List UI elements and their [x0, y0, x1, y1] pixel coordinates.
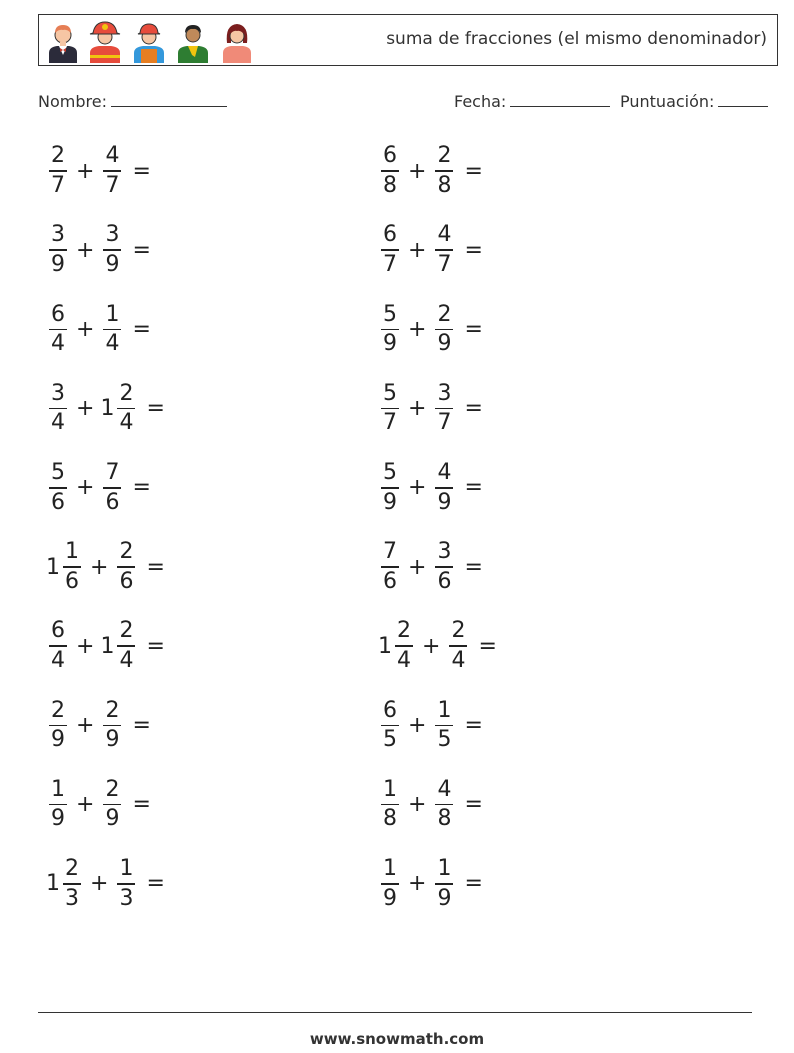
mixed-number	[46, 462, 70, 514]
fraction	[381, 858, 399, 910]
fraction-bar	[435, 725, 453, 727]
equals-sign: =	[464, 158, 483, 184]
mixed-number	[100, 620, 138, 672]
equals-sign: =	[464, 316, 483, 342]
name-label: Nombre:	[38, 92, 107, 111]
mixed-number	[46, 301, 70, 357]
problem-item	[46, 773, 151, 837]
denominator: 4	[51, 410, 65, 436]
equals-sign: =	[146, 554, 165, 580]
fraction	[103, 145, 121, 197]
denominator: 6	[437, 568, 452, 594]
waiter-icon	[45, 19, 81, 63]
date-label: Fecha:	[454, 92, 507, 111]
fraction-bar	[49, 329, 67, 331]
denominator: 9	[437, 489, 452, 515]
mixed-number	[378, 541, 402, 593]
plus-sign: +	[90, 554, 109, 580]
numerator: 6	[383, 143, 397, 169]
plus-sign: +	[76, 316, 95, 342]
problem-item	[46, 297, 151, 361]
denominator: 7	[437, 410, 452, 436]
plus-sign: +	[76, 712, 95, 738]
numerator: 4	[105, 143, 120, 169]
numerator: 5	[383, 460, 397, 486]
fraction	[381, 301, 399, 357]
fraction	[49, 462, 67, 514]
denominator: 7	[51, 172, 65, 198]
plus-sign: +	[76, 633, 95, 659]
denominator: 5	[437, 727, 452, 753]
fraction-bar	[381, 725, 399, 727]
numerator: 6	[383, 697, 397, 723]
date-blank[interactable]	[510, 92, 610, 107]
fraction-bar	[103, 249, 121, 251]
mixed-number	[378, 380, 402, 436]
fraction-bar	[449, 645, 467, 647]
fraction	[395, 620, 413, 672]
fraction	[381, 541, 399, 593]
fraction	[117, 380, 135, 436]
problem-item	[46, 139, 151, 203]
mixed-number	[378, 224, 402, 276]
denominator: 5	[383, 727, 397, 753]
fraction-bar	[381, 329, 399, 331]
mixed-number	[46, 620, 70, 672]
fraction-bar	[435, 883, 453, 885]
mixed-number	[114, 858, 138, 910]
problem-item	[46, 693, 151, 757]
equals-sign: =	[132, 792, 151, 818]
denominator: 8	[437, 172, 452, 198]
problem-item	[378, 614, 497, 678]
equals-sign: =	[132, 475, 151, 501]
fraction	[381, 462, 399, 514]
fraction-bar	[381, 249, 399, 251]
student-icon	[175, 19, 211, 63]
whole-part: 1	[46, 554, 60, 580]
plus-sign: +	[408, 237, 427, 263]
denominator: 9	[105, 251, 120, 277]
fraction-bar	[49, 408, 67, 410]
plus-sign: +	[408, 554, 427, 580]
mixed-number	[432, 858, 456, 910]
equals-sign: =	[464, 871, 483, 897]
fraction-bar	[49, 170, 67, 172]
name-blank[interactable]	[111, 92, 227, 107]
fraction	[381, 776, 399, 832]
fraction	[49, 301, 67, 357]
header-box	[38, 14, 778, 66]
numerator: 2	[119, 618, 134, 644]
numerator: 7	[383, 539, 397, 565]
fraction-bar	[103, 804, 121, 806]
equals-sign: =	[146, 633, 165, 659]
name-field	[38, 92, 227, 111]
numerator: 1	[119, 856, 134, 882]
fraction	[435, 541, 453, 593]
numerator: 7	[105, 460, 120, 486]
mixed-number	[100, 462, 124, 514]
numerator: 2	[437, 143, 452, 169]
mixed-number	[100, 380, 138, 436]
fraction	[103, 776, 121, 832]
problem-item	[46, 614, 165, 678]
numerator: 4	[437, 460, 452, 486]
mixed-number	[432, 380, 456, 436]
denominator: 7	[437, 251, 452, 277]
fraction	[435, 776, 453, 832]
denominator: 7	[383, 410, 397, 436]
numerator: 1	[51, 776, 65, 802]
numerator: 2	[119, 539, 134, 565]
fraction	[103, 462, 121, 514]
plus-sign: +	[90, 871, 109, 897]
whole-part: 1	[46, 871, 60, 897]
denominator: 7	[383, 251, 397, 277]
equals-sign: =	[464, 792, 483, 818]
mixed-number	[46, 697, 70, 753]
mixed-number	[432, 301, 456, 357]
mixed-number	[432, 224, 456, 276]
problem-item	[378, 535, 483, 599]
numerator: 4	[437, 776, 452, 802]
denominator: 9	[105, 727, 120, 753]
equals-sign: =	[464, 237, 483, 263]
numerator: 3	[51, 222, 65, 248]
plus-sign: +	[408, 316, 427, 342]
fraction-bar	[49, 487, 67, 489]
plus-sign: +	[408, 792, 427, 818]
problem-item	[46, 852, 165, 916]
fraction	[103, 301, 121, 357]
fraction-bar	[381, 883, 399, 885]
plus-sign: +	[76, 475, 95, 501]
fraction-bar	[435, 487, 453, 489]
mixed-number	[46, 145, 70, 197]
problem-item	[378, 773, 483, 837]
fraction	[381, 145, 399, 197]
fraction-bar	[103, 487, 121, 489]
mixed-number	[46, 858, 84, 910]
equals-sign: =	[132, 712, 151, 738]
fraction	[435, 224, 453, 276]
denominator: 4	[51, 331, 65, 357]
fraction	[117, 620, 135, 672]
fraction-bar	[63, 566, 81, 568]
denominator: 9	[437, 331, 452, 357]
fraction	[449, 620, 467, 672]
whole-part: 1	[100, 396, 115, 422]
plus-sign: +	[76, 396, 95, 422]
denominator: 4	[397, 647, 411, 673]
problem-item	[378, 218, 483, 282]
equals-sign: =	[464, 554, 483, 580]
firefighter-icon	[87, 19, 123, 63]
numerator: 1	[65, 539, 79, 565]
fraction-bar	[103, 329, 121, 331]
problem-item	[46, 535, 165, 599]
mixed-number	[100, 697, 124, 753]
worker-icon	[131, 19, 167, 63]
numerator: 3	[105, 222, 120, 248]
mixed-number	[432, 462, 456, 514]
mixed-number	[100, 145, 124, 197]
numerator: 4	[437, 222, 452, 248]
fraction-bar	[103, 725, 121, 727]
numerator: 2	[65, 856, 79, 882]
mixed-number	[378, 145, 402, 197]
fraction	[435, 301, 453, 357]
numerator: 5	[383, 380, 397, 406]
fraction-bar	[435, 804, 453, 806]
numerator: 2	[397, 618, 411, 644]
equals-sign: =	[146, 396, 165, 422]
score-blank[interactable]	[718, 92, 768, 107]
mixed-number	[46, 776, 70, 832]
denominator: 8	[437, 806, 452, 832]
denominator: 6	[119, 568, 134, 594]
numerator: 2	[451, 618, 466, 644]
problem-item	[378, 139, 483, 203]
mixed-number	[46, 541, 84, 593]
plus-sign: +	[422, 633, 441, 659]
problem-item	[378, 297, 483, 361]
problem-item	[46, 377, 165, 441]
numerator: 1	[383, 776, 397, 802]
fraction	[103, 697, 121, 753]
fraction-bar	[117, 883, 135, 885]
numerator: 2	[437, 301, 452, 327]
denominator: 6	[65, 568, 79, 594]
fraction	[49, 224, 67, 276]
denominator: 9	[51, 806, 65, 832]
fraction	[49, 380, 67, 436]
denominator: 4	[119, 410, 134, 436]
fraction-bar	[435, 566, 453, 568]
numerator: 3	[437, 539, 452, 565]
fraction	[381, 380, 399, 436]
numerator: 1	[437, 856, 452, 882]
numerator: 6	[383, 222, 397, 248]
fraction	[381, 697, 399, 753]
mixed-number	[446, 620, 470, 672]
problem-item	[46, 456, 151, 520]
fraction-bar	[49, 645, 67, 647]
denominator: 6	[51, 489, 65, 515]
mixed-number	[378, 462, 402, 514]
fraction-bar	[381, 408, 399, 410]
fraction	[49, 697, 67, 753]
fraction	[435, 462, 453, 514]
fraction	[49, 620, 67, 672]
numerator: 6	[51, 301, 65, 327]
equals-sign: =	[478, 633, 497, 659]
fraction-bar	[381, 487, 399, 489]
fraction-bar	[381, 804, 399, 806]
whole-part: 1	[378, 633, 392, 659]
numerator: 3	[51, 380, 65, 406]
fraction-bar	[435, 249, 453, 251]
denominator: 7	[105, 172, 120, 198]
denominator: 8	[383, 172, 397, 198]
mixed-number	[378, 697, 402, 753]
equals-sign: =	[464, 475, 483, 501]
problem-item	[378, 693, 483, 757]
fraction	[435, 858, 453, 910]
problem-item	[378, 377, 483, 441]
numerator: 5	[383, 301, 397, 327]
problem-item	[378, 852, 483, 916]
fraction	[49, 145, 67, 197]
denominator: 4	[51, 647, 65, 673]
fraction-bar	[103, 170, 121, 172]
mixed-number	[378, 776, 402, 832]
plus-sign: +	[408, 871, 427, 897]
numerator: 2	[105, 776, 120, 802]
fraction	[103, 224, 121, 276]
fraction	[63, 858, 81, 910]
fraction-bar	[117, 408, 135, 410]
fraction-bar	[435, 170, 453, 172]
numerator: 2	[51, 697, 65, 723]
denominator: 4	[105, 331, 120, 357]
numerator: 3	[437, 380, 452, 406]
mixed-number	[46, 380, 70, 436]
plus-sign: +	[408, 475, 427, 501]
mixed-number	[432, 697, 456, 753]
fraction	[49, 776, 67, 832]
score-label: Puntuación:	[620, 92, 715, 111]
denominator: 9	[383, 885, 397, 911]
denominator: 9	[437, 885, 452, 911]
denominator: 9	[105, 806, 120, 832]
numerator: 2	[105, 697, 120, 723]
denominator: 4	[119, 647, 134, 673]
equals-sign: =	[146, 871, 165, 897]
mixed-number	[114, 541, 138, 593]
fraction-bar	[49, 804, 67, 806]
fraction-bar	[117, 645, 135, 647]
footer-divider	[38, 1012, 752, 1013]
denominator: 8	[383, 806, 397, 832]
equals-sign: =	[464, 712, 483, 738]
denominator: 9	[383, 489, 397, 515]
fraction-bar	[435, 408, 453, 410]
problem-item	[46, 218, 151, 282]
denominator: 4	[451, 647, 466, 673]
mixed-number	[378, 301, 402, 357]
equals-sign: =	[132, 237, 151, 263]
fraction-bar	[49, 725, 67, 727]
whole-part: 1	[100, 633, 115, 659]
equals-sign: =	[464, 396, 483, 422]
fraction-bar	[381, 170, 399, 172]
fraction-bar	[435, 329, 453, 331]
mixed-number	[100, 776, 124, 832]
numerator: 1	[105, 301, 120, 327]
numerator: 2	[119, 380, 134, 406]
mixed-number	[432, 776, 456, 832]
fraction	[117, 858, 135, 910]
numerator: 1	[437, 697, 452, 723]
mixed-number	[378, 858, 402, 910]
denominator: 3	[65, 885, 79, 911]
date-field	[454, 92, 610, 111]
fraction	[435, 145, 453, 197]
denominator: 9	[383, 331, 397, 357]
mixed-number	[432, 541, 456, 593]
fraction-bar	[381, 566, 399, 568]
plus-sign: +	[76, 158, 95, 184]
fraction	[435, 380, 453, 436]
plus-sign: +	[76, 237, 95, 263]
fraction	[435, 697, 453, 753]
mixed-number	[46, 224, 70, 276]
plus-sign: +	[408, 158, 427, 184]
mixed-number	[432, 145, 456, 197]
fraction-bar	[395, 645, 413, 647]
problem-item	[378, 456, 483, 520]
woman-icon	[219, 19, 255, 63]
plus-sign: +	[76, 792, 95, 818]
numerator: 2	[51, 143, 65, 169]
equals-sign: =	[132, 158, 151, 184]
footer-site: www.snowmath.com	[309, 1030, 485, 1048]
fraction	[63, 541, 81, 593]
numerator: 1	[383, 856, 397, 882]
numerator: 6	[51, 618, 65, 644]
fraction	[117, 541, 135, 593]
plus-sign: +	[408, 712, 427, 738]
fraction-bar	[49, 249, 67, 251]
denominator: 9	[51, 727, 65, 753]
numerator: 5	[51, 460, 65, 486]
denominator: 6	[105, 489, 120, 515]
fraction	[381, 224, 399, 276]
denominator: 9	[51, 251, 65, 277]
denominator: 3	[119, 885, 134, 911]
mixed-number	[100, 224, 124, 276]
denominator: 6	[383, 568, 397, 594]
plus-sign: +	[408, 396, 427, 422]
score-field	[620, 92, 768, 111]
equals-sign: =	[132, 316, 151, 342]
fraction-bar	[63, 883, 81, 885]
mixed-number	[378, 620, 416, 672]
mixed-number	[100, 301, 124, 357]
worksheet-title: suma de fracciones (el mismo denominador)	[386, 29, 767, 49]
fraction-bar	[117, 566, 135, 568]
